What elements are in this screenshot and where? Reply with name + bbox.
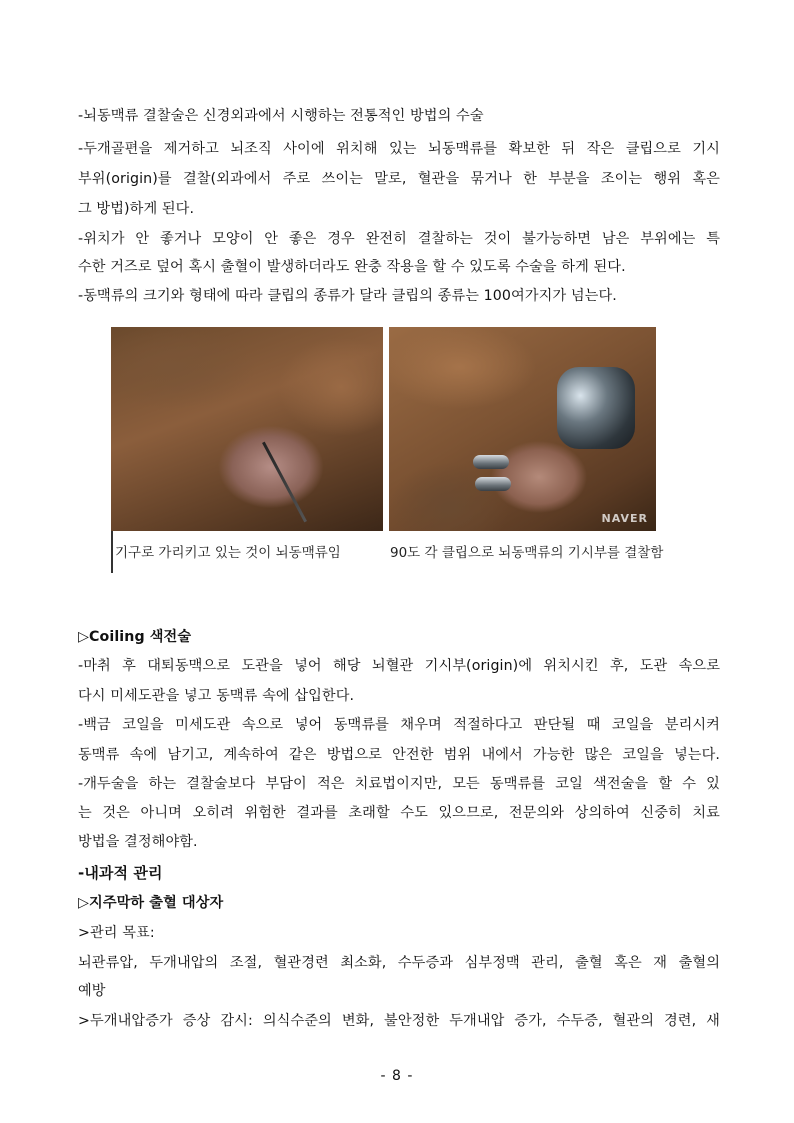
clip-photo [389,327,656,531]
surgery-figure [111,327,664,573]
page-number: - 8 - [380,1068,414,1084]
aneurysm-photo [111,327,383,531]
paragraph-line: >두개내압증가 증상 감시: 의식수준의 변화, 불안정한 두개내압 증가, 수두증, 혈관의 경련, 새 [78,1013,720,1029]
paragraph-line: -동맥류의 크기와 형태에 따라 클립의 종류가 달라 클립의 종류는 100여가지가 넘는다. [78,288,617,304]
clip-blade [473,455,509,469]
subsection-heading: ▷지주막하 출혈 대상자 [78,895,224,911]
paragraph-line: 그 방법)하게 된다. [78,201,195,217]
caption-left: 기구로 가리키고 있는 것이 뇌동맥류임 [115,545,341,561]
paragraph-line: 수한 거즈로 덮어 혹시 출혈이 발생하더라도 완충 작용을 할 수 있도록 수술을 하게 된다. [78,259,626,275]
paragraph-line: 부위(origin)를 결찰(외과에서 주로 쓰이는 말로, 혈관을 묶거나 한 부분을 조이는 행위 혹은 [78,171,720,187]
paragraph-line: -뇌동맥류 결찰술은 신경외과에서 시행하는 전통적인 방법의 수술 [78,108,484,124]
paragraph-line: -백금 코일을 미세도관 속으로 넣어 동맥류를 채우며 적절하다고 판단될 때 코일을 분리시켜 [78,717,720,733]
paragraph-line: -두개골편을 제거하고 뇌조직 사이에 위치해 있는 뇌동맥류를 확보한 뒤 작은 클립으로 기시 [78,141,720,157]
surgical-probe [262,442,307,523]
section-heading: ▷Coiling 색전술 [78,629,192,645]
paragraph-line: 방법을 결정해야함. [78,834,198,850]
paragraph-line: -개두술을 하는 결찰술보다 부담이 적은 치료법이지만, 모든 동맥류를 코일 색전술을 할 수 있 [78,776,720,792]
paragraph-line: 뇌관류압, 두개내압의 조절, 혈관경련 최소화, 수두증과 심부정맥 관리, 출혈 혹은 재 출혈의 [78,955,720,971]
paragraph-line: -위치가 안 좋거나 모양이 안 좋은 경우 완전히 결찰하는 것이 불가능하면 남은 부위에는 특 [78,231,720,247]
paragraph-line: >관리 목표: [78,925,155,941]
paragraph-line: 는 것은 아니며 오히려 위험한 결과를 초래할 수도 있으므로, 전문의와 상의하여 신중히 치료 [78,805,720,821]
clip-blade [475,477,511,491]
paragraph-line: -마취 후 대퇴동맥으로 도관을 넣어 해당 뇌혈관 기시부(origin)에 위치시킨 후, 도관 속으로 [78,658,720,674]
paragraph-line: 동맥류 속에 남기고, 계속하여 같은 방법으로 안전한 범위 내에서 가능한 많은 코일을 넣는다. [78,747,720,763]
caption-right: 90도 각 클립으로 뇌동맥류의 기시부를 결찰함 [390,545,664,561]
watermark: NAVER [601,512,648,525]
clip-applicator [557,367,635,449]
paragraph-line: 다시 미세도관을 넣고 동맥류 속에 삽입한다. [78,688,355,704]
section-heading: -내과적 관리 [78,864,163,882]
paragraph-line: 예방 [78,983,106,999]
